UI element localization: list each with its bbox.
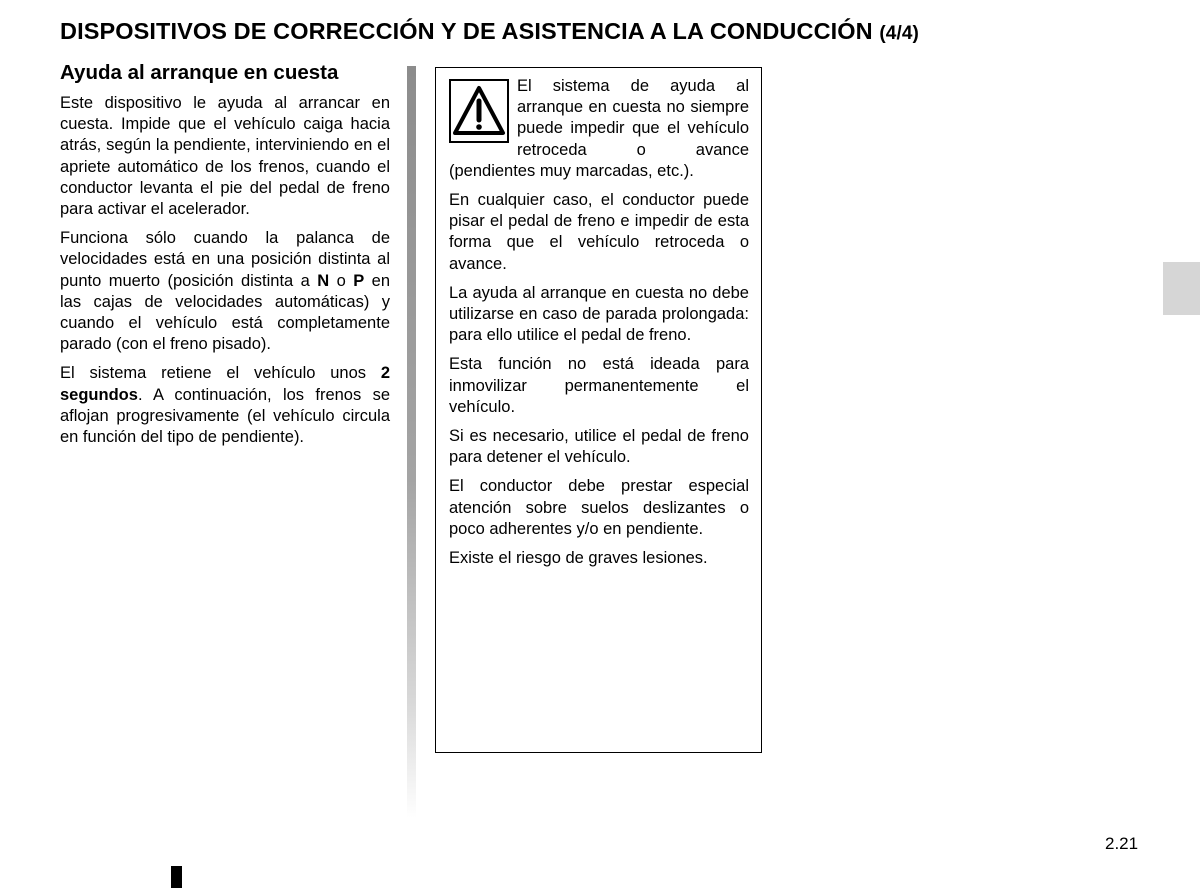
left-column — [60, 61, 390, 456]
page-part-indicator: (4/4) — [879, 23, 919, 44]
crop-mark — [171, 866, 182, 888]
paragraph-conditions — [60, 228, 390, 355]
warning-box — [435, 67, 762, 753]
warning-paragraph-5: Si es necesario, utilice el pedal de freno para detener el vehículo. — [449, 427, 749, 467]
conditions-text-c: en las cajas de velocidades automáticas) y cuando el vehículo está completamente parado (con el freno pisado). — [60, 271, 390, 354]
paragraph-description — [60, 93, 390, 220]
section-heading: Ayuda al arranque en cuesta — [60, 61, 339, 84]
column-divider-bar — [407, 66, 416, 818]
duration-text-b: . A continuación, los frenos se aflojan progresivamente (el vehículo circula en función del tipo de pendiente). — [60, 385, 390, 447]
page-title — [60, 18, 919, 45]
paragraph-description-text: Este dispositivo le ayuda al arrancar en cuesta. Impide que el vehículo caiga hacia atrás, según la pendiente, interviniendo en el apriete automático de los frenos, cuando el conductor levanta el pie del pedal de freno para activar el acelerador. — [60, 94, 390, 219]
gear-n-label: N — [317, 271, 330, 290]
page-number: 2.21 — [1105, 834, 1139, 853]
page-title-text: DISPOSITIVOS DE CORRECCIÓN Y DE ASISTENCIA A LA CONDUCCIÓN — [60, 18, 873, 44]
section-thumb-tab — [1163, 262, 1200, 315]
warning-triangle-icon — [449, 79, 509, 143]
gear-p-label: P — [353, 271, 365, 290]
warning-paragraph-4: Esta función no está ideada para inmovilizar permanentemente el vehículo. — [449, 355, 749, 416]
warning-paragraph-3: La ayuda al arranque en cuesta no debe utilizarse en caso de parada prolongada: para ello utilice el pedal de freno. — [449, 283, 749, 345]
warning-paragraph-6: El conductor debe prestar especial atención sobre suelos deslizantes o poco adherentes y/o en pendiente. — [449, 477, 749, 538]
warning-paragraph-1: El sistema de ayuda al arranque en cuesta no siempre puede impedir que el vehículo retroceda o avance (pendientes muy marcadas, etc.). — [449, 77, 749, 180]
duration-value: 2 segundos — [60, 364, 390, 404]
paragraph-duration — [60, 363, 390, 448]
duration-text-a: El sistema retiene el vehículo unos — [60, 364, 381, 383]
conditions-text-b: o — [329, 271, 354, 290]
warning-paragraph-2: En cualquier caso, el conductor puede pisar el pedal de freno e impedir de esta forma que el vehículo retroceda o avance. — [449, 191, 749, 273]
warning-paragraph-7: Existe el riesgo de graves lesiones. — [449, 549, 708, 568]
conditions-text-a: Funciona sólo cuando la palanca de velocidades está en una posición distinta al punto muerto (posición distinta a — [60, 229, 390, 290]
